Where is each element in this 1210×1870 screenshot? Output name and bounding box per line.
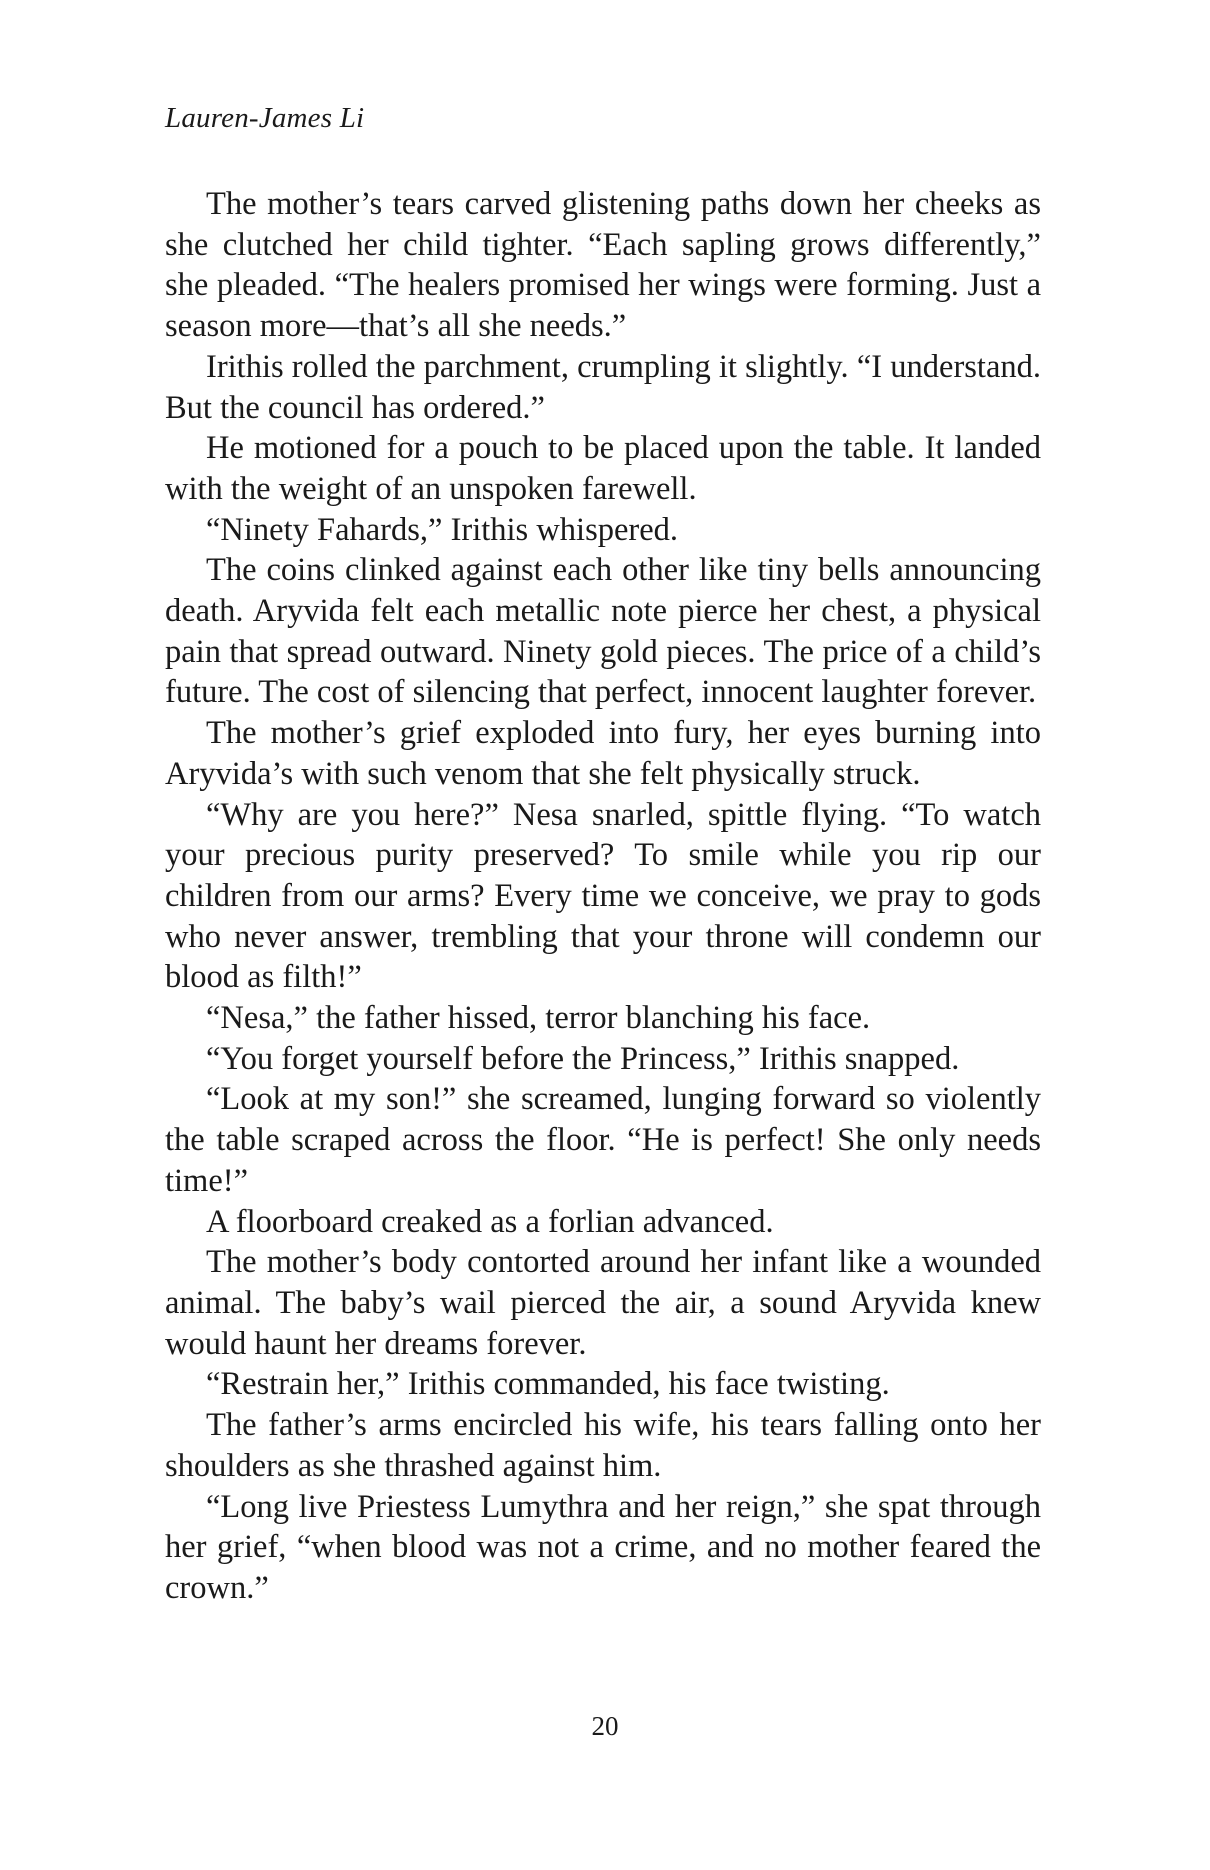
paragraph: “Ninety Fahards,” Irithis whispered. bbox=[206, 511, 679, 548]
body-text bbox=[165, 184, 1041, 1609]
paragraph: “Why are you here?” Nesa snarled, spittle flying. “To watch your precious purity preserved? To smile while you rip our children from our arms? Every time we conceive, we pray to gods who never answer, trembling that your throne will condemn our blood as filth!” bbox=[165, 796, 1041, 996]
paragraph: “Long live Priestess Lumythra and her reign,” she spat through her grief, “when blood was not a crime, and no mother feared the crown.” bbox=[165, 1488, 1041, 1606]
paragraph: The mother’s body contorted around her infant like a wounded animal. The baby’s wail pierced the air, a sound Aryvida knew would haunt her dreams forever. bbox=[165, 1244, 1041, 1362]
paragraph: He motioned for a pouch to be placed upon the table. It landed with the weight of an unspoken farewell. bbox=[165, 430, 1041, 507]
running-head-author: Lauren-James Li bbox=[165, 102, 365, 134]
paragraph: “You forget yourself before the Princess,” Irithis snapped. bbox=[206, 1040, 960, 1077]
paragraph: Irithis rolled the parchment, crumpling it slightly. “I understand. But the council has ordered.” bbox=[165, 348, 1041, 426]
paragraph: “Restrain her,” Irithis commanded, his face twisting. bbox=[206, 1366, 890, 1403]
paragraph: The father’s arms encircled his wife, his tears falling onto her shoulders as she thrashed against him. bbox=[165, 1407, 1041, 1484]
page-number: 20 bbox=[591, 1711, 619, 1741]
paragraph: The coins clinked against each other like tiny bells announcing death. Aryvida felt each metallic note pierce her chest, a physical pain that spread outward. Ninety gold pieces. The price of a child’s future. The cost of silencing that perfect, innocent laughter forever. bbox=[165, 552, 1041, 711]
paragraph: “Look at my son!” she screamed, lunging forward so violently the table scraped across the floor. “He is perfect! She only needs time!” bbox=[165, 1081, 1041, 1199]
paragraph: The mother’s grief exploded into fury, her eyes burning into Aryvida’s with such venom that she felt physically struck. bbox=[165, 715, 1041, 792]
paragraph: “Nesa,” the father hissed, terror blanching his face. bbox=[206, 1000, 871, 1037]
paragraph: A floorboard creaked as a forlian advanced. bbox=[206, 1203, 774, 1240]
paragraph: The mother’s tears carved glistening paths down her cheeks as she clutched her child tighter. “Each sapling grows differently,” she pleaded. “The healers promised her wings were forming. Just a season more—that’s all she needs.” bbox=[165, 186, 1041, 345]
